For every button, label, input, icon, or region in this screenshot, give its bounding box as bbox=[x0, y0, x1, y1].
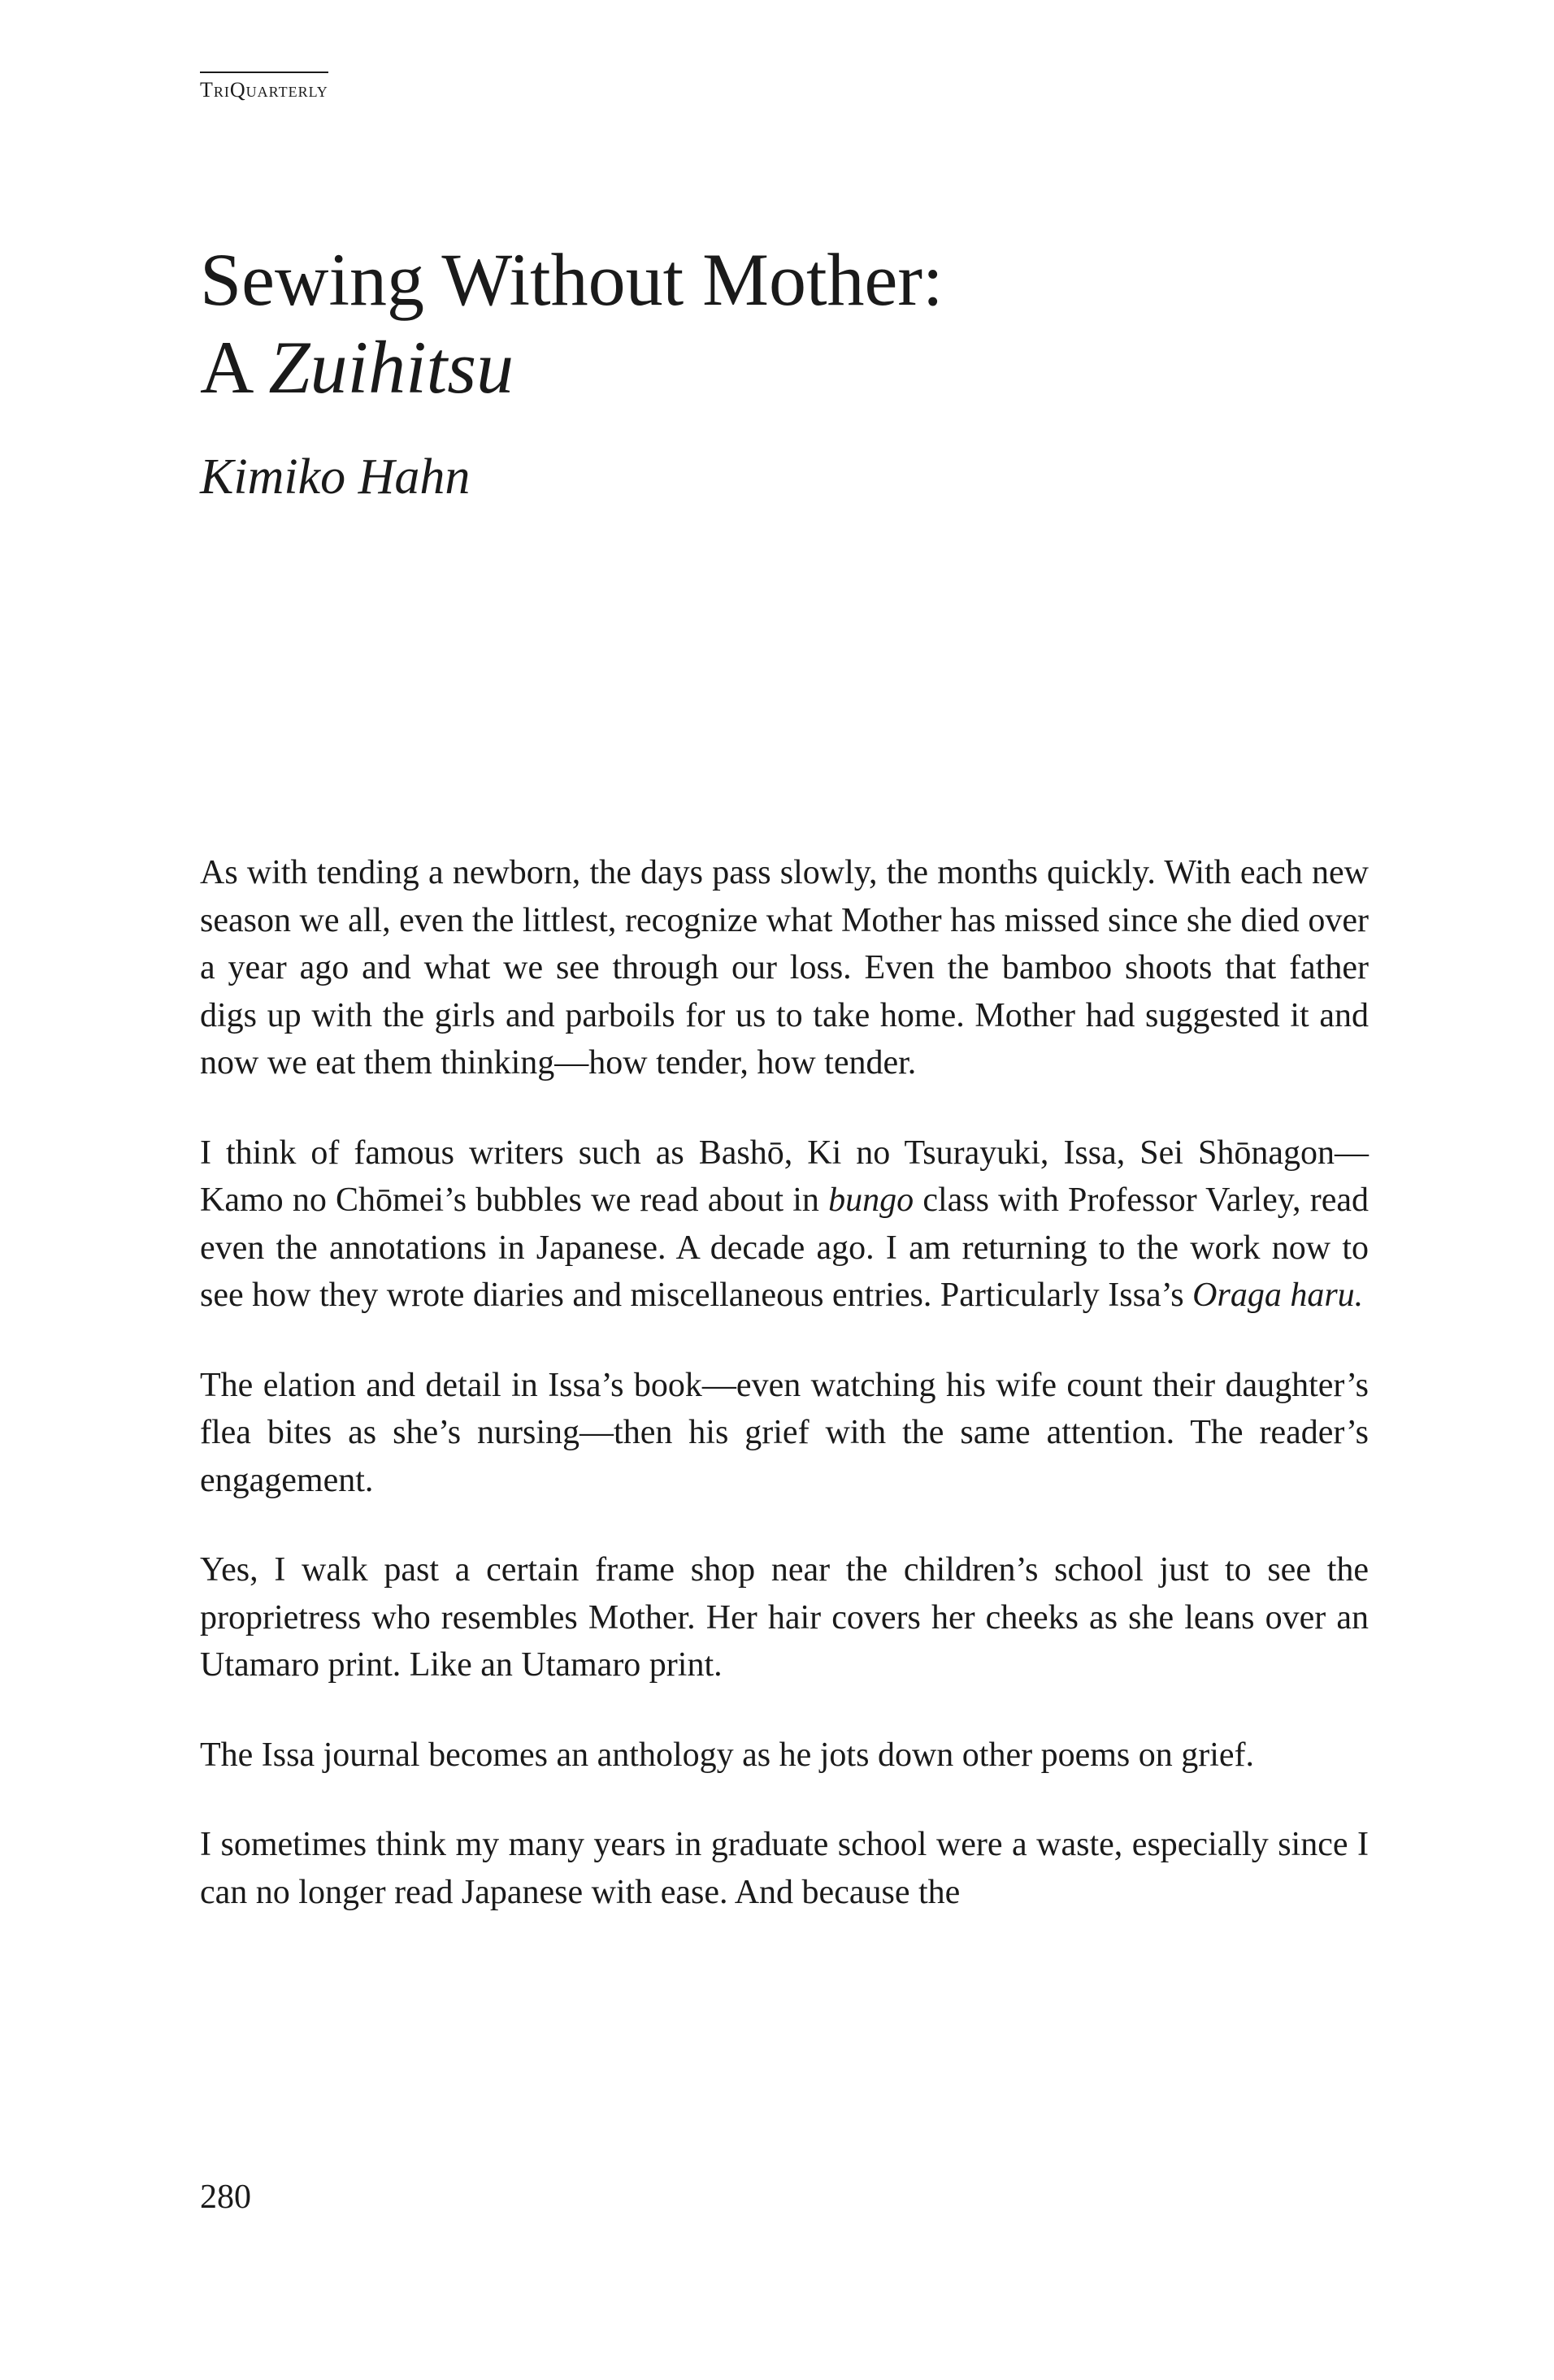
paragraph-2-italic-bungo: bungo bbox=[828, 1181, 914, 1219]
paragraph-3: The elation and detail in Issa’s book—even watching his wife count their daughter’s flea bites as she’s nursing—then his grief with the same attention. The reader’s engagement. bbox=[200, 1366, 1369, 1499]
running-head bbox=[200, 72, 328, 109]
article-body bbox=[200, 849, 1369, 1916]
paragraph-2-italic-oraga-haru: Oraga haru. bbox=[1192, 1277, 1364, 1314]
paragraph-2 bbox=[200, 1129, 1369, 1320]
title-italic: Zuihitsu bbox=[268, 326, 514, 409]
page-number: 280 bbox=[200, 2178, 251, 2216]
paragraph-1: As with tending a newborn, the days pass slowly, the months quickly. With each new season we all, even the littlest, recognize what Mother has missed since she died over a year ago and what we see through our loss. Even the bamboo shoots that father digs up with the girls and parboils for us to take home. Mother had suggested it and now we eat them thinking—how tender, how tender. bbox=[200, 854, 1369, 1082]
author-name: Kimiko Hahn bbox=[200, 449, 471, 505]
paragraph-2-text-b: class with Professor Varley, read even the annotations in Japanese. A decade ago. I am returning to the work now to see how they wrote diaries and miscellaneous entries. Particularly Issa’s bbox=[200, 1181, 1370, 1314]
article-title-line-2 bbox=[200, 323, 1370, 411]
article-header bbox=[200, 236, 1370, 506]
paragraph-6: I sometimes think my many years in graduate school were a waste, especially since I can no longer read Japanese with ease. And because the bbox=[200, 1826, 1369, 1911]
title-prefix: A bbox=[200, 326, 269, 409]
paragraph-4: Yes, I walk past a certain frame shop near the children’s school just to see the proprietress who resembles Mother. Her hair covers her cheeks as she leans over an Utamaro print. Like an Utamaro print. bbox=[200, 1551, 1369, 1684]
paragraph-2-text-a: I think of famous writers such as Bashō, Ki no Tsurayuki, Issa, Sei Shōnagon—Kamo no Chōmei’s bubbles we read about in bbox=[200, 1134, 1369, 1219]
paragraph-5: The Issa journal becomes an anthology as he jots down other poems on grief. bbox=[200, 1736, 1255, 1774]
journal-name: TriQuarterly bbox=[200, 78, 328, 102]
article-title-line-1: Sewing Without Mother: bbox=[200, 238, 944, 321]
